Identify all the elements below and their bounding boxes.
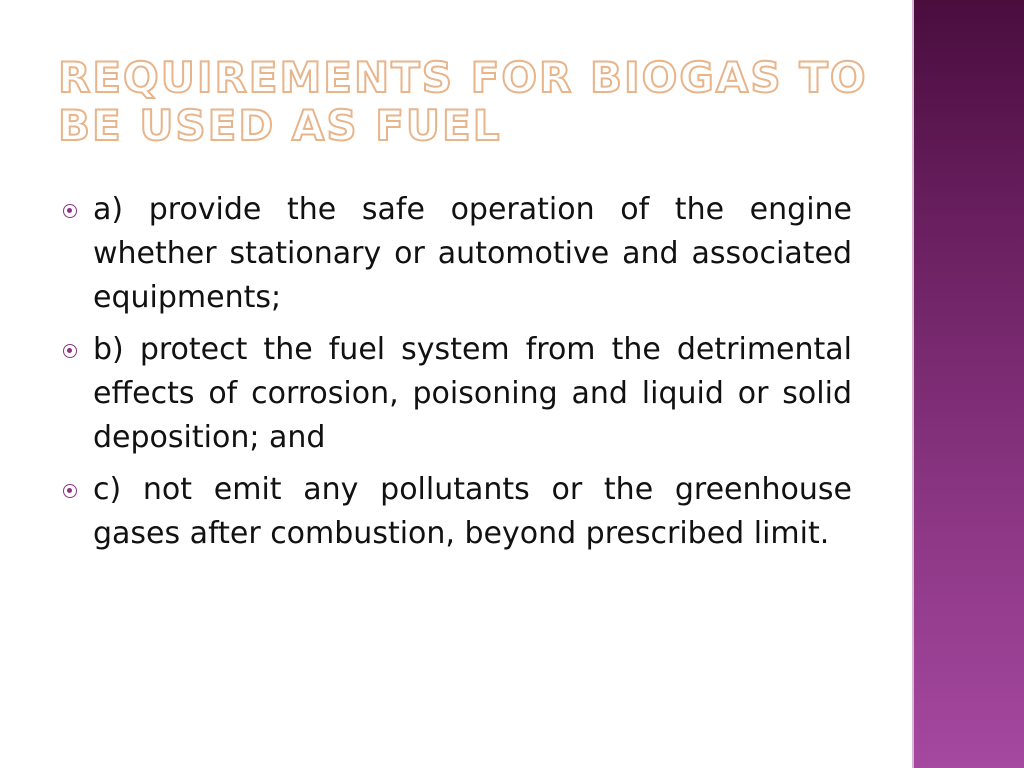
slide-title: REQUIREMENTS FOR BIOGAS TO BE USED AS FUEL [58,53,868,150]
circle-bullet-icon [63,204,77,218]
bullet-text: c) not emit any pollutants or the greenhouse gases after combustion, beyond prescribed limit. [93,472,852,551]
bullet-item [60,328,852,460]
circle-bullet-icon [63,344,77,358]
bullet-text: a) provide the safe operation of the engine whether stationary or automotive and associated equipments; [93,192,852,315]
bullet-item [60,468,852,556]
bullet-text: b) protect the fuel system from the detrimental effects of corrosion, poisoning and liquid or solid deposition; and [93,332,852,455]
circle-bullet-icon [63,484,77,498]
side-band-edge [912,0,914,768]
decorative-side-band [912,0,1024,768]
bullet-item [60,188,852,320]
bullet-list [60,188,852,564]
